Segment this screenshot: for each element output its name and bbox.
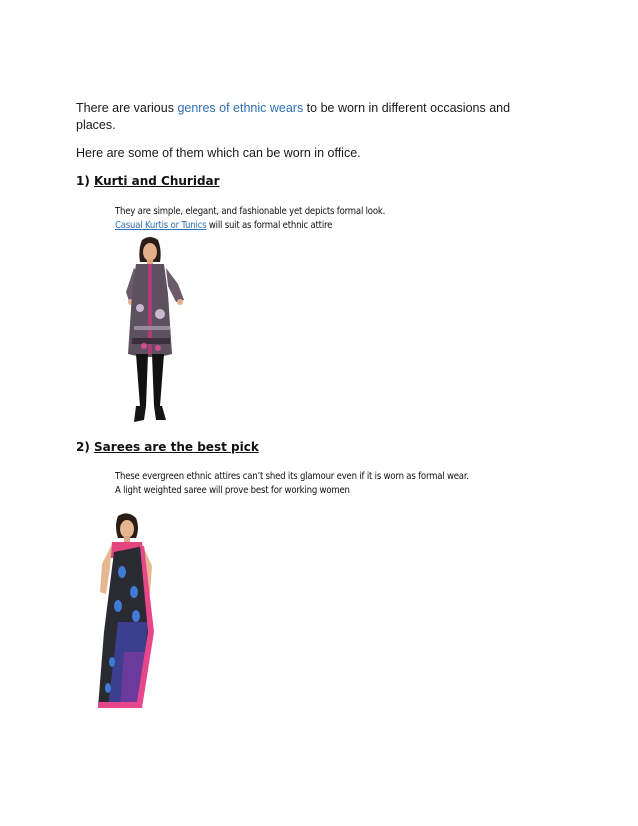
- intro-paragraph-2: Here are some of them which can be worn in office.: [76, 146, 361, 160]
- intro-paragraph: [76, 100, 546, 134]
- intro-text-after: to be worn in different occasions and places.: [76, 101, 511, 132]
- saree-model-image: [78, 512, 180, 716]
- section-line: [115, 219, 385, 233]
- section-heading-sarees: [76, 440, 259, 454]
- section-body-sarees: [115, 470, 469, 498]
- section-title: Sarees are the best pick: [94, 440, 259, 454]
- section-body-kurti: [115, 205, 385, 233]
- kurti-model-image: [104, 234, 196, 426]
- section-title: Kurti and Churidar: [94, 174, 220, 188]
- intro-text-before: There are various: [76, 101, 178, 115]
- section-number: 1): [76, 174, 90, 188]
- genres-link[interactable]: genres of ethnic wears: [177, 101, 304, 115]
- section-line-after: will suit as formal ethnic attire: [206, 220, 333, 231]
- section-heading-kurti: [76, 174, 220, 188]
- casual-kurtis-link[interactable]: Casual Kurtis or Tunics: [115, 220, 207, 231]
- section-line: A light weighted saree will prove best for working women: [115, 485, 350, 496]
- section-line: They are simple, elegant, and fashionable yet depicts formal look.: [115, 206, 386, 217]
- section-line: These evergreen ethnic attires can’t shed its glamour even if it is worn as formal wear.: [115, 471, 469, 482]
- section-number: 2): [76, 440, 90, 454]
